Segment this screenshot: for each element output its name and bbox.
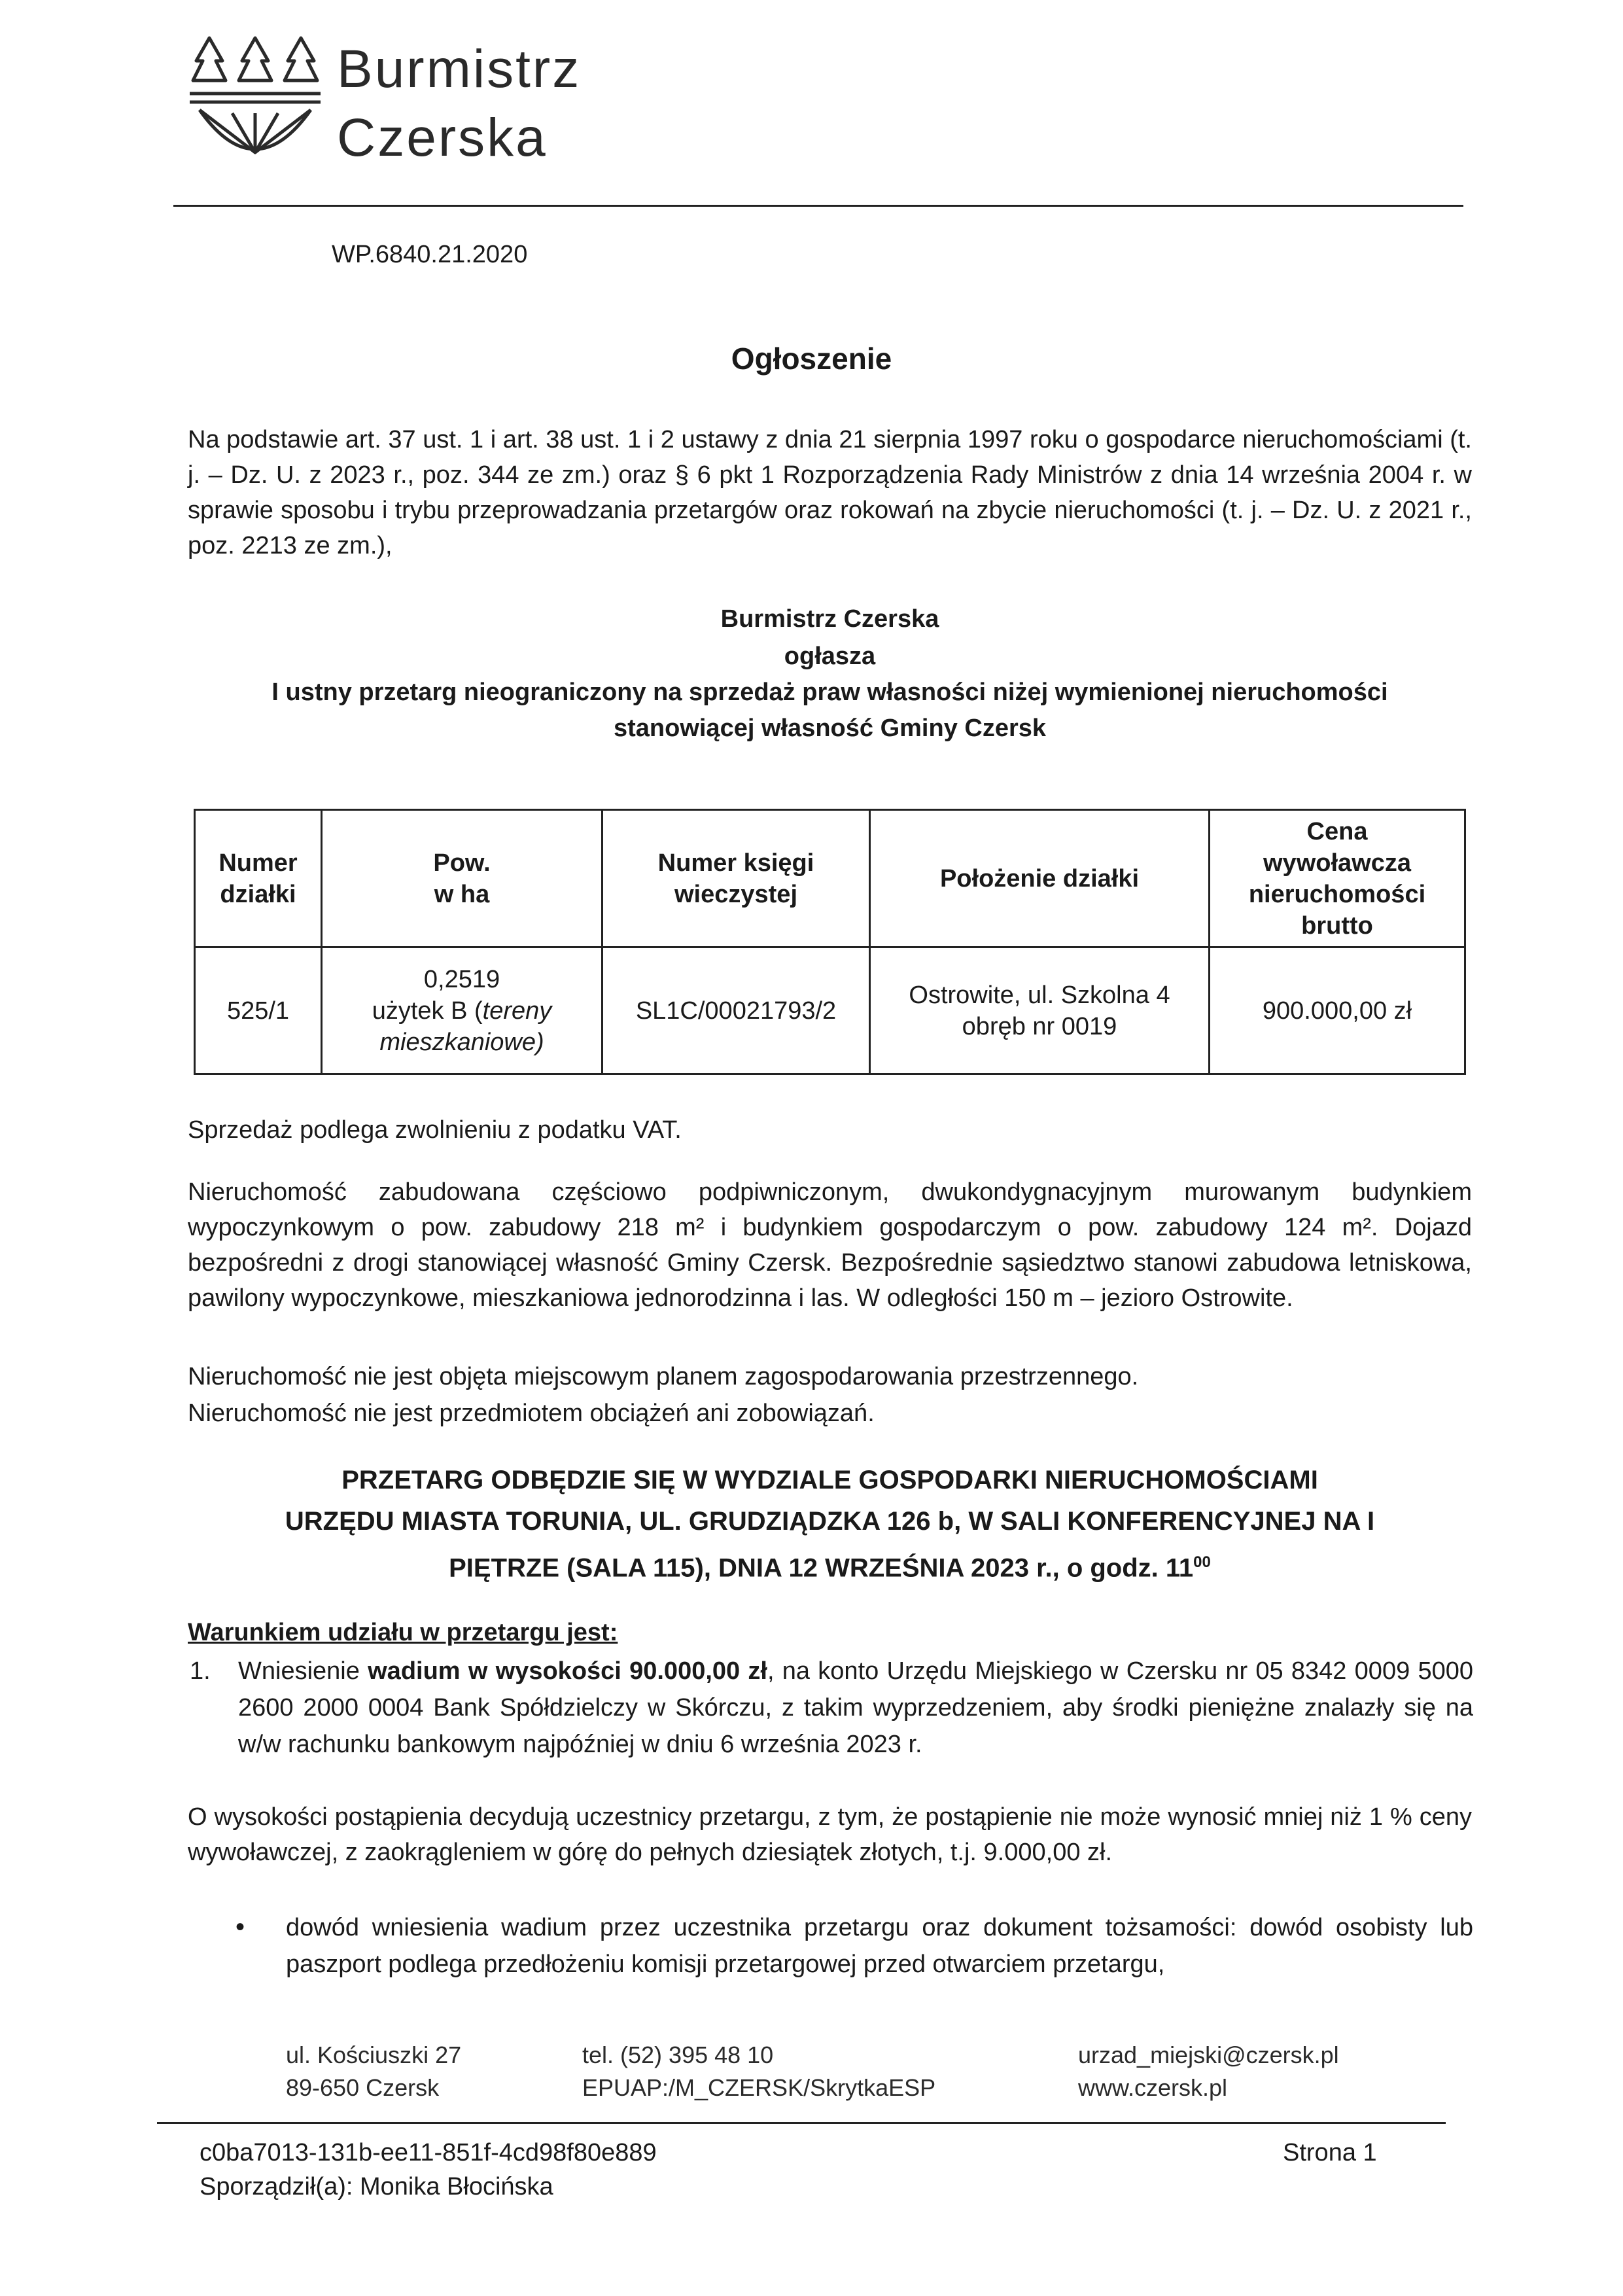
tender-type: I ustny przetarg nieograniczony na sprzedaż praw własności niżej wymienionej nieruchomości (271, 679, 1388, 706)
venue-time-minutes: 00 (1193, 1553, 1211, 1571)
announcer-verb: ogłasza (784, 643, 876, 670)
announcer-name: Burmistrz Czerska (720, 605, 939, 633)
condition-item (238, 1653, 1473, 1763)
condition-text: Wniesienie (238, 1657, 368, 1685)
location-line: obręb nr 0019 (962, 1012, 1117, 1040)
header-text: Numer księgi (657, 849, 814, 877)
footer-phone: tel. (52) 395 48 10 (582, 2041, 774, 2068)
land-use-italic: tereny (482, 997, 552, 1025)
conditions-heading: Warunkiem udziału w przetargu jest: (188, 1619, 618, 1646)
footer-email-link[interactable]: urzad_miejski@czersk.pl (1078, 2041, 1339, 2068)
bullet-item: dowód wniesienia wadium przez uczestnika przetargu oraz dokument tożsamości: dowód osobisty lub paszport podlega przedłożeniu komisji przetargowej przed otwarciem przetargu, (286, 1914, 1473, 1978)
header-text: wieczystej (674, 880, 797, 908)
footer-epuap: EPUAP:/M_CZERSK/SkrytkaESP (582, 2074, 936, 2101)
property-description: Nieruchomość zabudowana częściowo podpiwniczonym, dwukondygnacyjnym murowanym budynkiem wypoczynkowym o pow. zabudowy 218 m² i budynkiem gospodarczym o pow. zabudowy 124 m². Dojazd bezpośredni z drogi stanowiącej własność Gminy Czersk. Bezpośrednie sąsiedztwo stanowi zabudowa letniskowa, pawilony wypoczynkowe, mieszkaniowa jednorodzinna i las. W odległości 150 m – jezioro Ostrowite. (188, 1178, 1472, 1312)
venue-line1: PRZETARG ODBĘDZIE SIĘ W WYDZIALE GOSPODARKI NIERUCHOMOŚCIAMI (341, 1466, 1318, 1494)
header-parcel-number (195, 810, 322, 947)
page-number: Strona 1 (1283, 2139, 1377, 2166)
header-text: w ha (434, 880, 490, 908)
property-table (194, 809, 1466, 1075)
cell-area (322, 947, 602, 1074)
zoning-note: Nieruchomość nie jest objęta miejscowym planem zagospodarowania przestrzennego. (188, 1363, 1139, 1390)
czersk-crest-logo (186, 31, 324, 169)
venue-datetime: PIĘTRZE (SALA 115), DNIA 12 WRZEŚNIA 2023 r., o godz. 11 (449, 1553, 1194, 1583)
header-text: działki (220, 880, 296, 908)
location-line: Ostrowite, ul. Szkolna 4 (909, 981, 1170, 1009)
condition-number: 1. (190, 1657, 211, 1685)
cell-land-register: SL1C/00021793/2 (602, 947, 870, 1074)
document-title: Ogłoszenie (731, 342, 892, 376)
header-text: nieruchomości (1248, 880, 1426, 908)
letterhead-title-line2: Czerska (337, 108, 548, 168)
cell-price: 900.000,00 zł (1210, 947, 1465, 1074)
letterhead-title-line1: Burmistrz (337, 39, 582, 99)
header-land-register (602, 810, 870, 947)
header-price (1210, 810, 1465, 947)
venue-line2: URZĘDU MIASTA TORUNIA, UL. GRUDZIĄDZKA 126 b, W SALI KONFERENCYJNEJ NA I (285, 1507, 1375, 1536)
condition-text: , na konto Urzędu Miejskiego w Czersku nr 05 8342 0009 5000 2600 2000 0004 Bank Spółdzielczy w Skórczu, z takim wyprzedzeniem, aby środki pieniężne znalazły się na w/w rachunku bankowym najpóźniej w dniu 6 września 2023 r. (238, 1657, 1473, 1758)
venue-line3 (188, 1543, 1472, 1587)
footer-address-street: ul. Kościuszki 27 (286, 2041, 462, 2068)
case-reference: WP.6840.21.2020 (332, 241, 528, 268)
land-use-text: użytek B ( (372, 997, 483, 1025)
cell-location (870, 947, 1210, 1074)
tender-ownership: stanowiącej własność Gminy Czersk (613, 715, 1047, 742)
header-text: wywoławcza (1263, 849, 1411, 877)
land-use-italic: mieszkaniowe) (379, 1028, 544, 1056)
header-text: brutto (1301, 911, 1373, 940)
deposit-amount: wadium w wysokości 90.000,00 zł (368, 1657, 767, 1685)
footer-address-city: 89-650 Czersk (286, 2074, 440, 2101)
table-header-row (195, 810, 1465, 947)
header-location (870, 810, 1210, 947)
bidding-increment-note: O wysokości postąpienia decydują uczestnicy przetargu, z tym, że postąpienie nie może wynosić mniej niż 1 % ceny wywoławczej, z zaokrągleniem w górę do pełnych dziesiątek złotych, t.j. 9.000,00 zł. (188, 1803, 1472, 1866)
footer-divider (157, 2122, 1446, 2124)
legal-basis: Na podstawie art. 37 ust. 1 i art. 38 ust. 1 i 2 ustawy z dnia 21 sierpnia 1997 roku o gospodarce nieruchomościami (t. j. – Dz. U. z 2023 r., poz. 344 ze zm.) oraz § 6 pkt 1 Rozporządzenia Rady Ministrów z dnia 14 września 2004 r. w sprawie sposobu i trybu przeprowadzania przetargów oraz rokowań na zbycie nieruchomości (t. j. – Dz. U. z 2021 r., poz. 2213 ze zm.), (188, 426, 1472, 559)
header-text: Pow. (433, 849, 491, 877)
area-value: 0,2519 (423, 965, 500, 993)
header-divider (173, 205, 1463, 207)
header-text: Numer (218, 849, 298, 877)
footer-website-link[interactable]: www.czersk.pl (1078, 2074, 1228, 2101)
table-row (195, 947, 1465, 1074)
header-text: Położenie działki (939, 864, 1140, 892)
cell-parcel: 525/1 (195, 947, 322, 1074)
document-id: c0ba7013-131b-ee11-851f-4cd98f80e889 (200, 2139, 657, 2166)
bullet-dot: • (236, 1913, 245, 1941)
prepared-by: Sporządził(a): Monika Błocińska (200, 2173, 553, 2200)
encumbrance-note: Nieruchomość nie jest przedmiotem obciążeń ani zobowiązań. (188, 1400, 875, 1427)
vat-note: Sprzedaż podlega zwolnieniu z podatku VAT. (188, 1116, 682, 1144)
header-text: Cena (1306, 817, 1368, 845)
header-area (322, 810, 602, 947)
